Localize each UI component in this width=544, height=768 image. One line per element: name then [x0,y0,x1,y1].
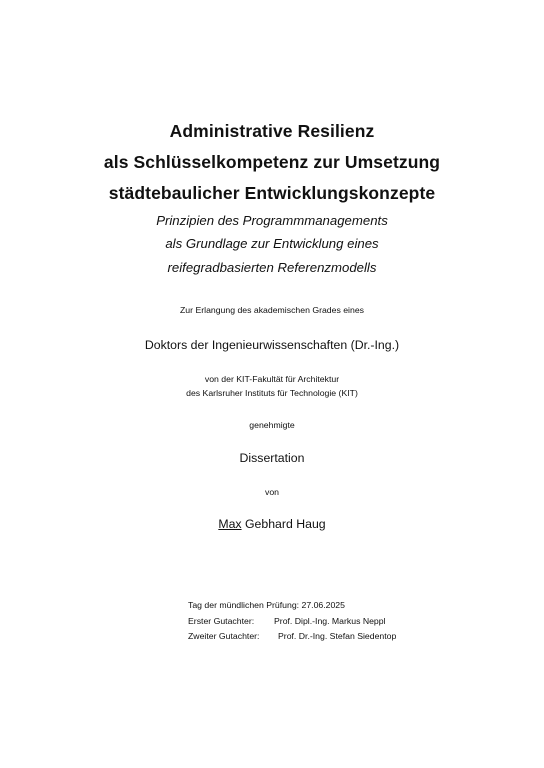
title-line-1: Administrative Resilienz [169,121,375,141]
subtitle-line-2: als Grundlage zur Entwicklung eines [165,236,379,251]
first-reviewer-row [188,614,396,630]
faculty-line-1: von der KIT-Fakultät für Architektur [204,374,340,384]
first-reviewer-label: Erster Gutachter: [188,615,255,626]
title-line-3: städtebaulicher Entwicklungskonzepte [108,183,436,203]
degree-name: Doktors der Ingenieurwissenschaften (Dr.-Ing.) [144,338,400,352]
degree-intro: Zur Erlangung des akademischen Grades eines [180,305,364,315]
second-reviewer-row [188,629,396,645]
document-type: Dissertation [239,451,305,465]
second-reviewer-name: Prof. Dr.-Ing. Stefan Siedentop [278,631,397,641]
author-name [0,516,544,532]
subtitle-line-3: reifegradbasierten Referenzmodells [167,260,377,275]
faculty-line-2: des Karlsruher Instituts für Technologie (KIT) [186,388,358,398]
approved-text: genehmigte [249,420,295,430]
second-reviewer-label: Zweiter Gutachter: [188,631,260,641]
by-text: von [264,487,279,497]
author-rest-name: Gebhard Haug [241,517,326,531]
examination-details [188,598,396,645]
first-reviewer-name: Prof. Dipl.-Ing. Markus Neppl [274,615,386,626]
subtitle-line-1: Prinzipien des Programmmanagements [156,213,388,228]
author-first-name: Max [218,517,242,531]
examination-date: Tag der mündlichen Prüfung: 27.06.2025 [188,600,345,610]
title-line-2: als Schlüsselkompetenz zur Umsetzung [103,152,441,172]
